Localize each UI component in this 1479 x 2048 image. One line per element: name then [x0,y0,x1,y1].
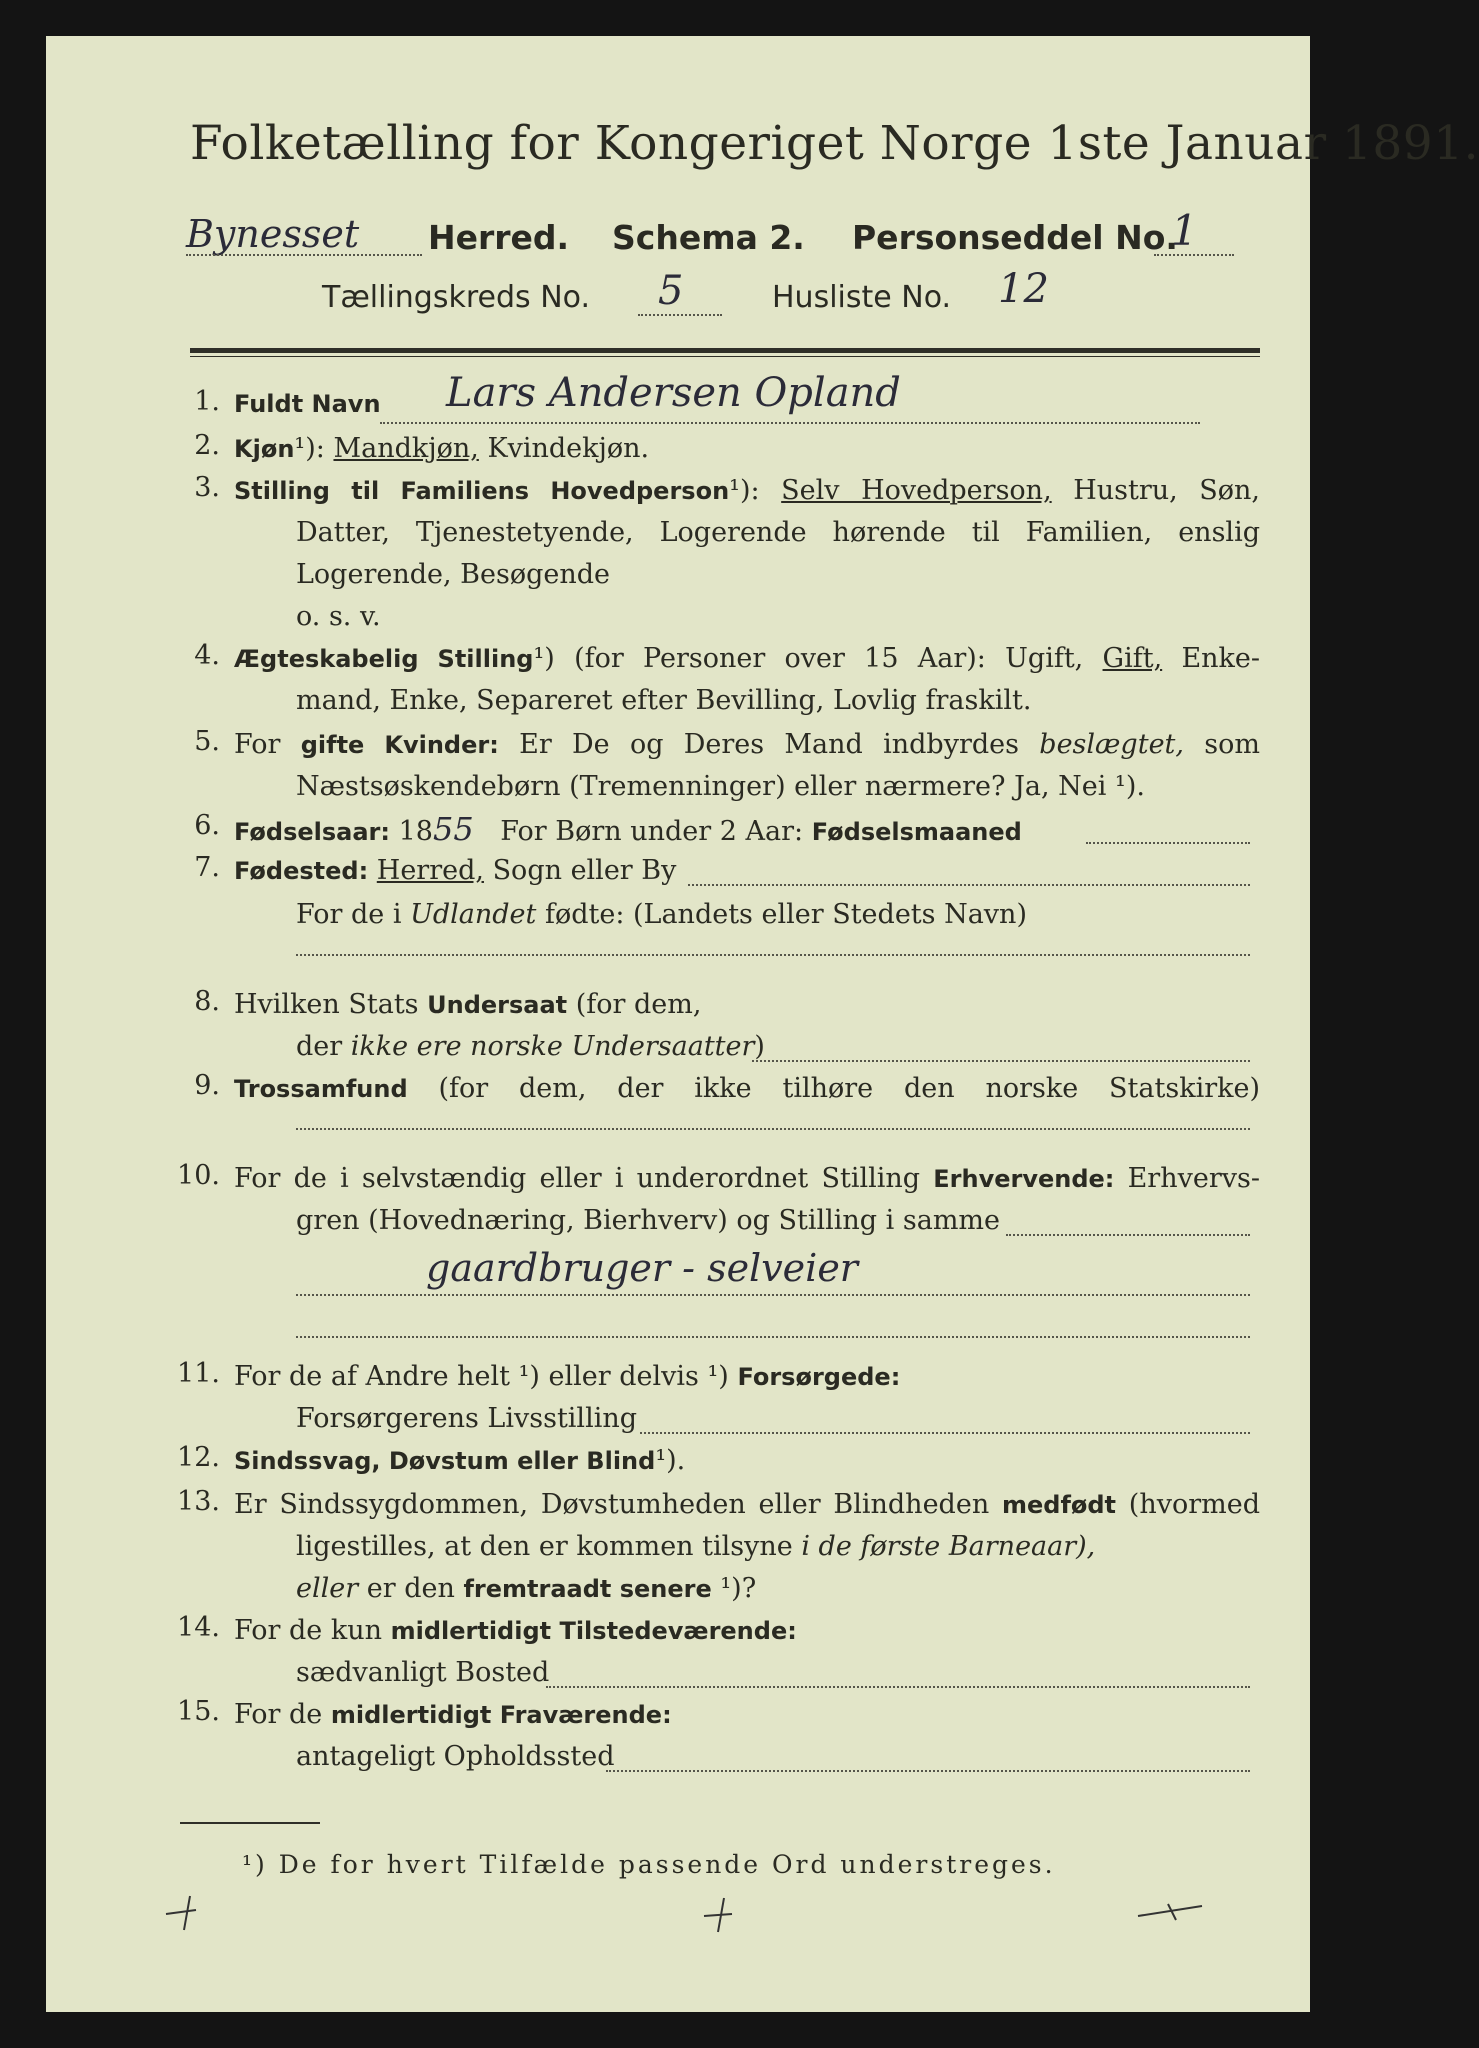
taellingskreds-dotted-line [638,314,722,316]
q3-options-rest: Hustru, Søn, [1073,475,1260,506]
herred-dotted-line [186,254,422,256]
q7-line1 [234,850,676,892]
q6-text: For Børn under 2 Aar: [500,816,804,847]
q4-text1: (for Personer over 15 Aar): Ugift, [574,643,1084,674]
q8-number: 8. [194,986,220,1017]
q5-italic: beslægtet, [1039,729,1184,760]
q12-line [234,1440,685,1482]
q15-number: 15. [177,1696,220,1727]
q9-answer-dotted-line [296,1128,1250,1130]
q11-dotted-line [640,1432,1250,1434]
q13-line3-label: fremtraadt senere [463,1575,712,1603]
q6-year-value: 55 [432,810,474,848]
herred-label: Herred. [428,218,570,257]
q5-text2: som [1204,729,1260,760]
q10-number: 10. [177,1160,220,1191]
q11-label: Forsørgede: [737,1363,901,1391]
q8-line2 [296,1026,765,1068]
q10-label: Erhvervende: [933,1165,1115,1193]
q13-line2-pre: ligestilles, at den er kommen tilsyne [296,1531,793,1562]
q13-text-post: (hvormed [1128,1489,1260,1520]
q8-label: Undersaat [427,991,568,1019]
census-form-page [46,36,1479,2012]
q13-line3-italic: eller [296,1573,359,1604]
q8-line2-pre: der [296,1031,343,1062]
q8-text-post: (for dem, [575,989,702,1020]
q3-line3: Logerende, Besøgende [296,559,610,590]
q15-dotted-line [606,1770,1250,1772]
registration-mark-right [1132,1892,1212,1932]
q9-line [234,1068,1260,1110]
q13-line3-post: ¹)? [720,1573,757,1604]
q5-number: 5. [194,726,220,757]
q7-text: Sogn eller By [492,855,677,886]
q14-number: 14. [177,1612,220,1643]
q10-answer-dotted-line [296,1294,1250,1296]
q8-line2-post: ) [754,1031,765,1062]
q14-dotted-line [546,1686,1250,1688]
q1-number: 1. [194,386,220,417]
q15-line2: antageligt Opholdssted [296,1741,615,1772]
q5-label: gifte Kvinder: [300,731,499,759]
q15-line1 [234,1694,672,1736]
q13-line1 [234,1484,1260,1526]
q2-line [234,428,649,470]
q1-full-name-value: Lars Andersen Opland [446,370,901,416]
q10-line2: gren (Hovednæring, Bierhverv) og Stilling i samme [296,1205,1001,1236]
q7-line2-pre: For de i [296,899,402,930]
q11-number: 11. [177,1358,220,1389]
personseddel-value: 1 [1171,206,1198,255]
q3-line1 [234,470,1260,512]
q13-number: 13. [177,1486,220,1517]
taellingskreds-value: 5 [658,268,684,314]
q14-line2: sædvanligt Bosted [296,1657,550,1688]
q6-line [234,808,1022,853]
q8-text-pre: Hvilken Stats [234,989,419,1020]
q7-option-herred: Herred, [376,855,484,886]
q2-sup: ¹): [294,433,325,464]
q13-line2 [296,1526,1095,1568]
q10-occupation-value: gaardbruger - selveier [426,1246,858,1290]
q6-dotted-line [1086,842,1250,844]
q7-label: Fødested: [234,857,369,885]
q13-text-pre: Er Sindssygdommen, Døvstumheden eller Blindheden [234,1489,990,1520]
q3-sup: ¹): [729,475,760,506]
footnote-rule [180,1822,320,1824]
q4-label: Ægteskabelig Stilling [234,645,534,673]
q2-number: 2. [194,430,220,461]
q4-option-gift: Gift, [1102,643,1163,674]
q10-text-pre: For de i selvstændig eller i underordnet Stilling [234,1163,921,1194]
q15-text-pre: For de [234,1699,323,1730]
q13-line3-mid: er den [366,1573,455,1604]
q12-label: Sindssvag, Døvstum eller Blind [234,1447,656,1475]
header-rule-thick [190,348,1260,353]
q13-line3 [296,1568,756,1610]
q1-label: Fuldt Navn [234,390,381,418]
q10-dotted-line [1006,1234,1250,1236]
q14-label: midlertidigt Tilstedeværende: [390,1617,797,1645]
q7-dotted-line [688,884,1250,886]
q4-line2: mand, Enke, Separeret efter Bevilling, Lovlig fraskilt. [296,685,1032,716]
q6-label: Fødselsaar: [234,818,390,846]
q2-label: Kjøn [234,435,295,463]
q4-number: 4. [194,640,220,671]
schema-label: Schema 2. [612,218,805,257]
q7-number: 7. [194,852,220,883]
registration-mark-center [696,1892,746,1938]
q4-line1 [234,638,1260,680]
q13-line2-italic: i de første Barneaar), [801,1531,1096,1562]
q9-label: Trossamfund [234,1075,408,1103]
q11-text-pre: For de af Andre helt ¹) eller delvis ¹) [234,1361,729,1392]
q5-line2: Næstsøskendebørn (Tremenninger) eller nærmere? Ja, Nei ¹). [296,771,1145,802]
q10-line1 [234,1158,1260,1200]
form-title: Folketælling for Kongeriget Norge 1ste Januar 1891. [190,116,1479,171]
q2-option-kvindekjon: Kvindekjøn. [487,433,650,464]
q9-text: (for dem, der ikke tilhøre den norske Statskirke) [438,1073,1260,1104]
q8-line1 [234,984,701,1026]
q1-dotted-line [380,422,1200,424]
q3-option-selv-hovedperson: Selv Hovedperson, [781,475,1052,506]
husliste-label: Husliste No. [772,280,952,315]
q7-line2-post: fødte: (Landets eller Stedets Navn) [544,899,1027,930]
herred-value: Bynesset [186,212,360,256]
q10-text-post: Erhvervs- [1127,1163,1260,1194]
personseddel-label: Personseddel No. [852,218,1178,257]
husliste-value: 12 [998,266,1049,312]
q3-label: Stilling til Familiens Hovedperson [234,477,730,505]
footnote: ¹) De for hvert Tilfælde passende Ord understreges. [242,1850,1056,1879]
q7-line2-italic: Udlandet [410,899,537,930]
q5-label-pre: For [234,729,281,760]
q3-number: 3. [194,472,220,503]
q2-option-mandkjon: Mandkjøn, [333,433,479,464]
q7-line2 [296,894,1027,936]
header-rule-thin [190,356,1260,357]
taellingskreds-label: Tællingskreds No. [322,280,590,315]
q3-line4: o. s. v. [296,601,381,632]
q6-number: 6. [194,810,220,841]
q14-text-pre: For de kun [234,1615,382,1646]
q12-sup: ¹). [655,1445,686,1476]
q13-label: medfødt [1001,1491,1117,1519]
q8-line2-italic: ikke ere norske Undersaatter [350,1031,755,1062]
q3-line2: Datter, Tjenestetyende, Logerende hørende til Familien, enslig [296,517,1260,548]
q5-text1: Er De og Deres Mand indbyrdes [519,729,1019,760]
registration-mark-left [156,1886,216,1936]
q12-number: 12. [177,1442,220,1473]
q10-answer-dotted-line-2 [296,1336,1250,1338]
q4-sup: ¹) [533,643,555,674]
q11-line2: Forsørgerens Livsstilling [296,1403,638,1434]
q11-line1 [234,1356,900,1398]
q5-line1 [234,724,1260,766]
q9-number: 9. [194,1070,220,1101]
q15-label: midlertidigt Fraværende: [330,1701,672,1729]
personseddel-dotted-line [1154,254,1234,256]
q7-answer-dotted-line [296,954,1250,956]
q14-line1 [234,1610,797,1652]
q8-dotted-line [752,1060,1250,1062]
q6-year-prefix: 18 [398,816,433,847]
q6-label2: Fødselsmaaned [811,818,1022,846]
q4-text2: Enke- [1181,643,1260,674]
